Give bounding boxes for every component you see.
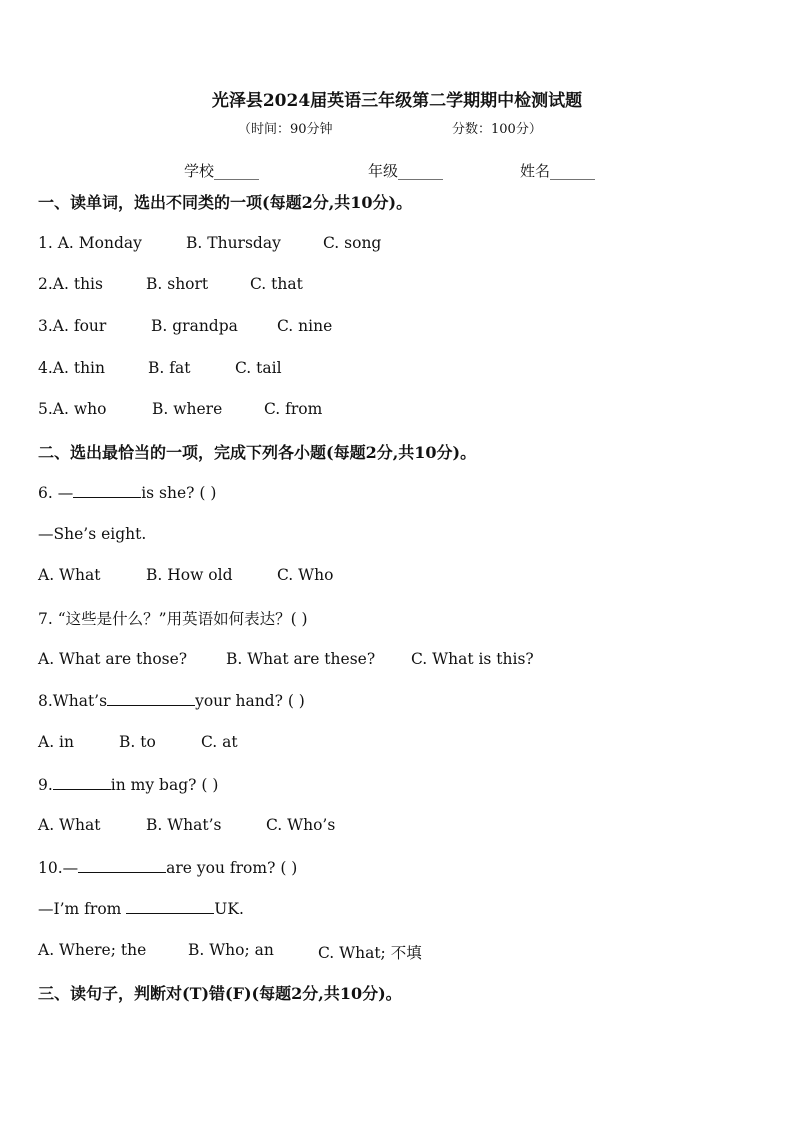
q9-option-b[interactable]: B. What’s: [146, 816, 222, 834]
q5-option-a[interactable]: 5.A. who: [38, 400, 107, 418]
question-5: [38, 400, 758, 420]
q10-option-c-text: C. What;: [318, 944, 386, 962]
q2-option-a[interactable]: 2.A. this: [38, 275, 103, 293]
q10-option-c-note: 不填: [390, 944, 422, 962]
section-3-heading: 三、读句子，判断对(T)错(F)(每题2分,共10分)。: [38, 984, 402, 1003]
question-6-stem: [38, 483, 216, 502]
question-8-stem: [38, 691, 305, 710]
q8-option-b[interactable]: B. to: [119, 733, 156, 751]
question-10-options: [38, 941, 758, 961]
q8-suffix: your hand? ( ): [195, 692, 305, 710]
q10-answer-line: [38, 899, 244, 918]
question-8-options: [38, 733, 758, 753]
q10-blank-1[interactable]: [78, 858, 166, 873]
school-field[interactable]: 学校______: [184, 162, 260, 180]
question-9-options: [38, 816, 758, 836]
q1-option-a[interactable]: 1. A. Monday: [38, 234, 142, 252]
q8-option-c[interactable]: C. at: [201, 733, 238, 751]
q10-option-c[interactable]: [318, 941, 422, 963]
q9-suffix: in my bag? ( ): [110, 776, 219, 794]
name-field[interactable]: 姓名______: [520, 162, 596, 180]
q5-option-c[interactable]: C. from: [264, 400, 323, 418]
q6-option-c[interactable]: C. Who: [277, 566, 334, 584]
q9-prefix: 9.: [38, 776, 53, 794]
q6-answer-line: —She’s eight.: [38, 525, 147, 543]
q7-option-b[interactable]: B. What are these?: [226, 650, 376, 668]
q4-option-b[interactable]: B. fat: [148, 359, 191, 377]
q2-option-c[interactable]: C. that: [250, 275, 303, 293]
q9-option-a[interactable]: A. What: [38, 816, 101, 834]
q3-option-b[interactable]: B. grandpa: [151, 317, 238, 335]
q6-option-b[interactable]: B. How old: [146, 566, 233, 584]
question-10-stem: [38, 858, 297, 877]
q6-blank[interactable]: [73, 483, 141, 498]
q6-suffix: is she? ( ): [141, 484, 217, 502]
q3-option-a[interactable]: 3.A. four: [38, 317, 107, 335]
q6-prefix: 6. —: [38, 484, 74, 502]
q8-option-a[interactable]: A. in: [38, 733, 74, 751]
q4-option-c[interactable]: C. tail: [235, 359, 282, 377]
q9-blank[interactable]: [53, 775, 111, 790]
q7-option-a[interactable]: A. What are those?: [38, 650, 188, 668]
q10-option-b[interactable]: B. Who; an: [188, 941, 274, 959]
exam-time: （时间：90分钟: [238, 122, 333, 137]
q2-option-b[interactable]: B. short: [146, 275, 209, 293]
question-4: [38, 359, 758, 379]
q10-answer-prefix: —I’m from: [38, 900, 122, 918]
q9-option-c[interactable]: C. Who’s: [266, 816, 336, 834]
q1-option-c[interactable]: C. song: [323, 234, 382, 252]
section-2-heading: 二、选出最恰当的一项，完成下列各小题(每题2分,共10分)。: [38, 443, 477, 462]
question-7-stem: 7. “这些是什么？”用英语如何表达？( ): [38, 610, 308, 628]
q8-blank[interactable]: [107, 691, 195, 706]
q10-prefix: 10.—: [38, 859, 79, 877]
q4-option-a[interactable]: 4.A. thin: [38, 359, 105, 377]
question-1: [38, 234, 758, 254]
q1-option-b[interactable]: B. Thursday: [186, 234, 281, 252]
q10-blank-2[interactable]: [126, 899, 214, 914]
q7-option-c[interactable]: C. What is this?: [411, 650, 534, 668]
question-6-options: [38, 566, 758, 586]
q8-prefix: 8.What’s: [38, 692, 108, 710]
section-1-heading: 一、读单词，选出不同类的一项(每题2分,共10分)。: [38, 193, 413, 212]
q10-suffix: are you from? ( ): [166, 859, 298, 877]
q10-answer-suffix: UK.: [214, 900, 244, 918]
question-3: [38, 317, 758, 337]
exam-score: 分数：100分）: [452, 122, 542, 137]
question-2: [38, 275, 758, 295]
grade-field[interactable]: 年级______: [368, 162, 444, 180]
question-7-options: [38, 650, 758, 670]
q5-option-b[interactable]: B. where: [152, 400, 223, 418]
exam-title: 光泽县2024届英语三年级第二学期期中检测试题: [211, 91, 583, 111]
q6-option-a[interactable]: A. What: [38, 566, 101, 584]
q10-option-a[interactable]: A. Where; the: [38, 941, 147, 959]
q3-option-c[interactable]: C. nine: [277, 317, 333, 335]
question-9-stem: [38, 775, 218, 794]
